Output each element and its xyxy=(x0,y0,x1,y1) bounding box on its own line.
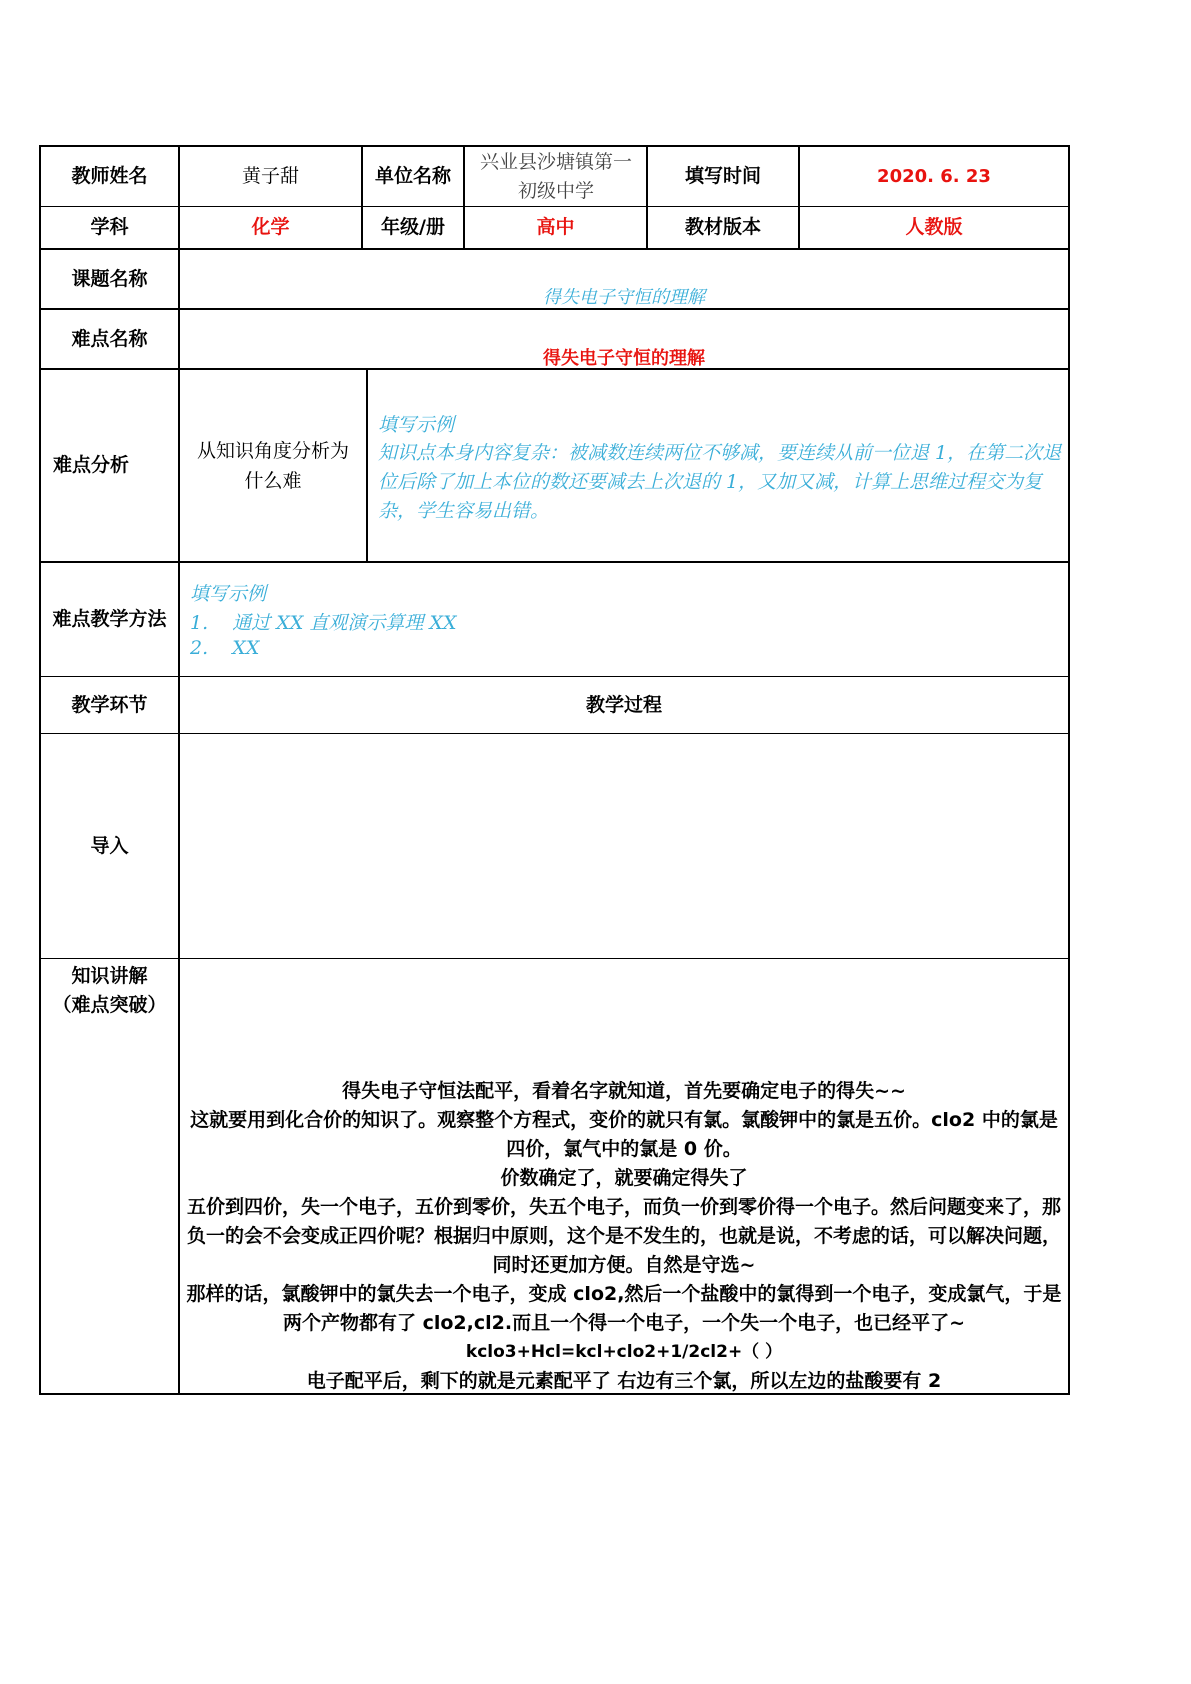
grade-label: 年级/册 xyxy=(381,216,445,239)
knowledge-paragraph: 价数确定了，就要确定得失了 xyxy=(500,1167,748,1189)
topic-value: 得失电子守恒的理解 xyxy=(543,287,705,308)
intro-label: 导入 xyxy=(90,834,129,857)
table-border-right xyxy=(1068,145,1070,1395)
knowledge-paragraph: 五价到四价，失一个电子，五价到零价，失五个电子，而负一价到零价得一个电子。然后问题变来了，那负一的会不会变成正四价呢？根据归中原则，这个是不发生的，也就是说，不考虑的话，可以解决问题，同时还更加方便。自然是守选~ xyxy=(186,1196,1061,1276)
knowledge-paragraph: 电子配平后，剩下的就是元素配平了 右边有三个氯，所以左边的盐酸要有 2 xyxy=(306,1370,942,1392)
grade-value: 高中 xyxy=(536,216,575,239)
knowledge-body xyxy=(186,1077,1062,1396)
method-item-2: 2. XX xyxy=(190,637,260,659)
knowledge-label-line-2: （难点突破） xyxy=(52,994,167,1016)
unit-name-value: 兴业县沙塘镇第一初级中学 xyxy=(479,150,632,202)
knowledge-paragraph: 那样的话，氯酸钾中的氯失去一个电子，变成 clo2,然后一个盐酸中的氯得到一个电子，变成氯气，于是两个产物都有了 clo2,cl2.而且一个得一个电子，一个失一个电子，也已经平了~ xyxy=(186,1283,1062,1334)
knowledge-paragraph: 得失电子守恒法配平，看着名字就知道，首先要确定电子的得失~~ xyxy=(342,1080,906,1102)
method-item-1: 1. 通过 XX 直观演示算理 XX xyxy=(190,612,457,634)
edition-label: 教材版本 xyxy=(684,216,761,239)
difficulty-value: 得失电子守恒的理解 xyxy=(543,348,705,369)
knowledge-label xyxy=(41,962,178,1020)
analysis-inner-divider xyxy=(366,369,368,562)
row-divider-8 xyxy=(40,958,1070,959)
teacher-name-label: 教师姓名 xyxy=(71,165,148,188)
knowledge-label-line-1: 知识讲解 xyxy=(71,965,148,987)
method-example-title: 填写示例 xyxy=(190,583,267,605)
row-divider-7 xyxy=(40,733,1070,734)
row-divider-5 xyxy=(40,561,1070,563)
analysis-example-title: 填写示例 xyxy=(378,414,455,436)
unit-name-label: 单位名称 xyxy=(374,165,451,188)
analysis-subheading: 从知识角度分析为什么难 xyxy=(196,439,349,492)
subject-value: 化学 xyxy=(251,216,290,239)
label-column-divider xyxy=(178,145,180,1395)
process-label: 教学环节 xyxy=(71,693,148,716)
knowledge-paragraph: 这就要用到化合价的知识了。观察整个方程式，变价的就只有氯。氯酸钾中的氯是五价。clo2 中的氯是四价，氯气中的氯是 0 价。 xyxy=(190,1109,1058,1160)
teacher-name-value: 黄子甜 xyxy=(241,165,299,188)
difficulty-label: 难点名称 xyxy=(71,327,148,350)
fill-time-label: 填写时间 xyxy=(684,165,761,188)
method-label: 难点教学方法 xyxy=(52,608,167,631)
row-divider-2 xyxy=(40,248,1070,250)
topic-label: 课题名称 xyxy=(71,267,148,290)
process-value: 教学过程 xyxy=(585,693,662,716)
analysis-label: 难点分析 xyxy=(52,454,129,477)
analysis-example-text: 知识点本身内容复杂：被减数连续两位不够减，要连续从前一位退 1，在第二次退位后除了加上本位的数还要减去上次退的 1，又加又减，计算上思维过程交为复杂，学生容易出错。 xyxy=(378,442,1062,522)
edition-value: 人教版 xyxy=(905,216,963,239)
knowledge-equation: kclo3+Hcl=kcl+clo2+1/2cl2+（ ） xyxy=(465,1342,783,1362)
subject-label: 学科 xyxy=(90,216,129,239)
fill-time-value: 2020. 6. 23 xyxy=(877,165,991,187)
